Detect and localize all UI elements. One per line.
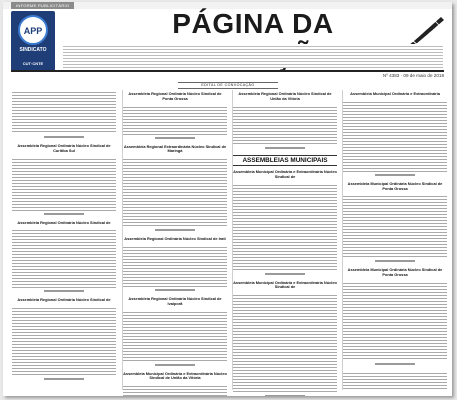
notice (343, 371, 447, 391)
section-heading-assembleias-municipais: ASSEMBLEIAS MUNICIPAIS (233, 155, 337, 167)
notice-signature (265, 273, 305, 275)
notice-heading: Assembleia Regional Ordinária Núcleo Sindical de (17, 297, 111, 303)
app-sindicato-logo (11, 11, 55, 71)
notice-body (12, 157, 116, 211)
notice (233, 170, 337, 275)
notice (12, 144, 116, 215)
notice-body (343, 371, 447, 391)
logo-app-text: APP (23, 26, 43, 36)
notice (12, 298, 116, 380)
notice (343, 182, 447, 263)
edition-date: Nº 4383 · 09 de maio de 2018 (382, 73, 444, 78)
notice-signature (155, 229, 195, 231)
notice-body (343, 100, 447, 172)
notice-body (123, 245, 227, 287)
notice-heading: Assembleia Regional Ordinária Núcleo Sindical de (17, 219, 111, 225)
notice-body (123, 105, 227, 135)
notice-body (12, 306, 116, 376)
notice-heading: Assembleia Municipal Ordinária e Extraordinária Núcleo Sindical de União da Vitória (123, 370, 227, 381)
section-label: EDITAL DE CONVOCAÇÃO (178, 82, 278, 89)
notice (123, 297, 227, 366)
column-4 (342, 90, 447, 390)
notice-heading: Assembleia Municipal Ordinária e Extraordinária Núcleo Sindical de (233, 169, 337, 179)
notice-body (233, 293, 337, 393)
notice-signature (44, 378, 84, 380)
logo-emblem (18, 15, 48, 45)
notice-body (123, 384, 227, 396)
notice-body (12, 90, 116, 134)
notice-heading: Assembleia Municipal Ordinária e Extraordinária (350, 91, 440, 96)
notice (233, 92, 337, 149)
column-2 (122, 90, 227, 390)
newspaper-page (3, 2, 452, 396)
notice-heading: Assembleia Municipal Ordinária Núcleo Sindical de Ponta Grossa (347, 180, 443, 191)
notice (12, 221, 116, 293)
logo-affiliation: CUT·CNTE (22, 61, 44, 66)
column-1 (12, 90, 116, 390)
notice-signature (265, 395, 305, 396)
notice-heading: Assembleia Regional Ordinária Núcleo Sindical de Ivaiporã (128, 295, 222, 306)
notice-heading: Assembleia Municipal Ordinária e Extraordinária Núcleo Sindical de (233, 279, 337, 290)
notice (123, 372, 227, 396)
page-title: PÁGINA DA (172, 8, 334, 39)
notice-signature (44, 290, 84, 292)
notice-signature (375, 260, 415, 262)
notice-heading: Assembleia Municipal Ordinária Núcleo Sindical de Ponta Grossa (347, 267, 443, 278)
column-3 (232, 90, 337, 390)
notice-body (123, 310, 227, 362)
notice (343, 92, 447, 176)
notice (123, 237, 227, 291)
masthead-credits (63, 44, 443, 68)
notice-signature (155, 137, 195, 139)
notice-signature (44, 213, 84, 215)
logo-sindicato-text: SINDICATO (19, 47, 47, 53)
notice-heading: Assembleia Regional Ordinária Núcleo Sindical de Curitiba Sul (17, 143, 111, 153)
notice-heading: Assembleia Regional Ordinária Núcleo Sindical de Irati (124, 236, 226, 242)
notice-signature (375, 363, 415, 365)
notice-body (343, 194, 447, 258)
notice-body (343, 281, 447, 361)
supplement-label: INFORME PUBLICITÁRIO (11, 2, 74, 9)
notice-body (233, 105, 337, 145)
notice-heading: Assembleia Regional Extraordinária Núcleo Sindical de Maringá (123, 143, 227, 154)
notice-body (233, 183, 337, 271)
notice (12, 90, 116, 138)
notice-signature (265, 147, 305, 149)
notice-signature (155, 289, 195, 291)
notice-heading: Assembleia Regional Ordinária Núcleo Sindical de União da Vitória (238, 91, 332, 101)
notice (123, 92, 227, 139)
notice-signature (44, 136, 84, 138)
notice-heading: Assembleia Regional Ordinária Núcleo Sindical de Ponta Grossa (128, 91, 222, 101)
notice-signature (155, 364, 195, 366)
notice-body (123, 157, 227, 227)
notice (233, 281, 337, 396)
notice-signature (375, 174, 415, 176)
notice-body (12, 228, 116, 288)
masthead-rule (11, 70, 444, 72)
notice (343, 268, 447, 365)
notice (123, 145, 227, 232)
